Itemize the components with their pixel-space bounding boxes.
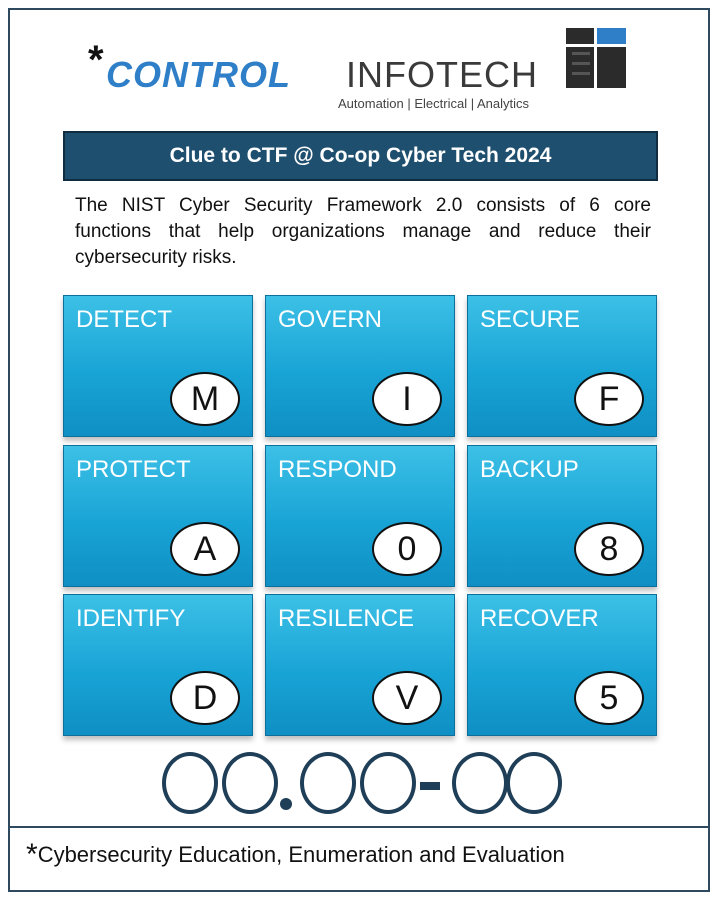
tile-detect [63, 295, 253, 437]
tile-secure [467, 295, 657, 437]
tile-letter-badge: 0 [372, 522, 442, 576]
code-digit-circle [506, 752, 562, 814]
banner-title: Clue to CTF @ Co-op Cyber Tech 2024 [169, 144, 552, 167]
footer-text: Cybersecurity Education, Enumeration and Evaluation [37, 842, 565, 867]
tile-label: GOVERN [278, 306, 383, 333]
footer [26, 838, 565, 876]
tile-letter-badge: F [574, 372, 644, 426]
code-digit-circle [300, 752, 356, 814]
tile-label: RECOVER [480, 605, 599, 632]
logo-infotech-text: INFOTECH [346, 54, 538, 95]
tile-identify [63, 594, 253, 736]
code-dash [420, 782, 440, 790]
logo-tagline: Automation | Electrical | Analytics [338, 96, 530, 111]
tile-letter-badge: V [372, 671, 442, 725]
code-digit-circle [162, 752, 218, 814]
code-pattern [162, 752, 562, 818]
footer-asterisk: * [26, 838, 38, 871]
tile-label: BACKUP [480, 456, 579, 483]
tile-letter-badge: I [372, 372, 442, 426]
tile-letter-badge: D [170, 671, 240, 725]
footer-divider [8, 826, 710, 828]
tile-letter-badge: A [170, 522, 240, 576]
company-logo [88, 28, 628, 118]
tile-backup [467, 445, 657, 587]
tile-letter-badge: 5 [574, 671, 644, 725]
tile-letter-badge: 8 [574, 522, 644, 576]
tile-label: DETECT [76, 306, 172, 333]
square-grid-logo-icon [566, 28, 626, 88]
logo-asterisk: * [88, 38, 104, 82]
tile-label: SECURE [480, 306, 581, 333]
tile-respond [265, 445, 455, 587]
code-digit-circle [452, 752, 508, 814]
tile-label: PROTECT [76, 456, 191, 483]
tile-govern [265, 295, 455, 437]
code-dot [280, 798, 292, 810]
tile-protect [63, 445, 253, 587]
code-digit-circle [222, 752, 278, 814]
tile-label: RESILENCE [278, 605, 415, 632]
tile-resilence [265, 594, 455, 736]
logo-control-text: CONTROL [106, 54, 291, 95]
description-text: The NIST Cyber Security Framework 2.0 consists of 6 core functions that help organizations manage and reduce their cybersecurity risks. [75, 195, 651, 268]
tile-letter-badge: M [170, 372, 240, 426]
tile-recover [467, 594, 657, 736]
code-digit-circle [360, 752, 416, 814]
tile-label: IDENTIFY [76, 605, 186, 632]
tile-label: RESPOND [278, 456, 397, 483]
title-banner [63, 131, 658, 181]
